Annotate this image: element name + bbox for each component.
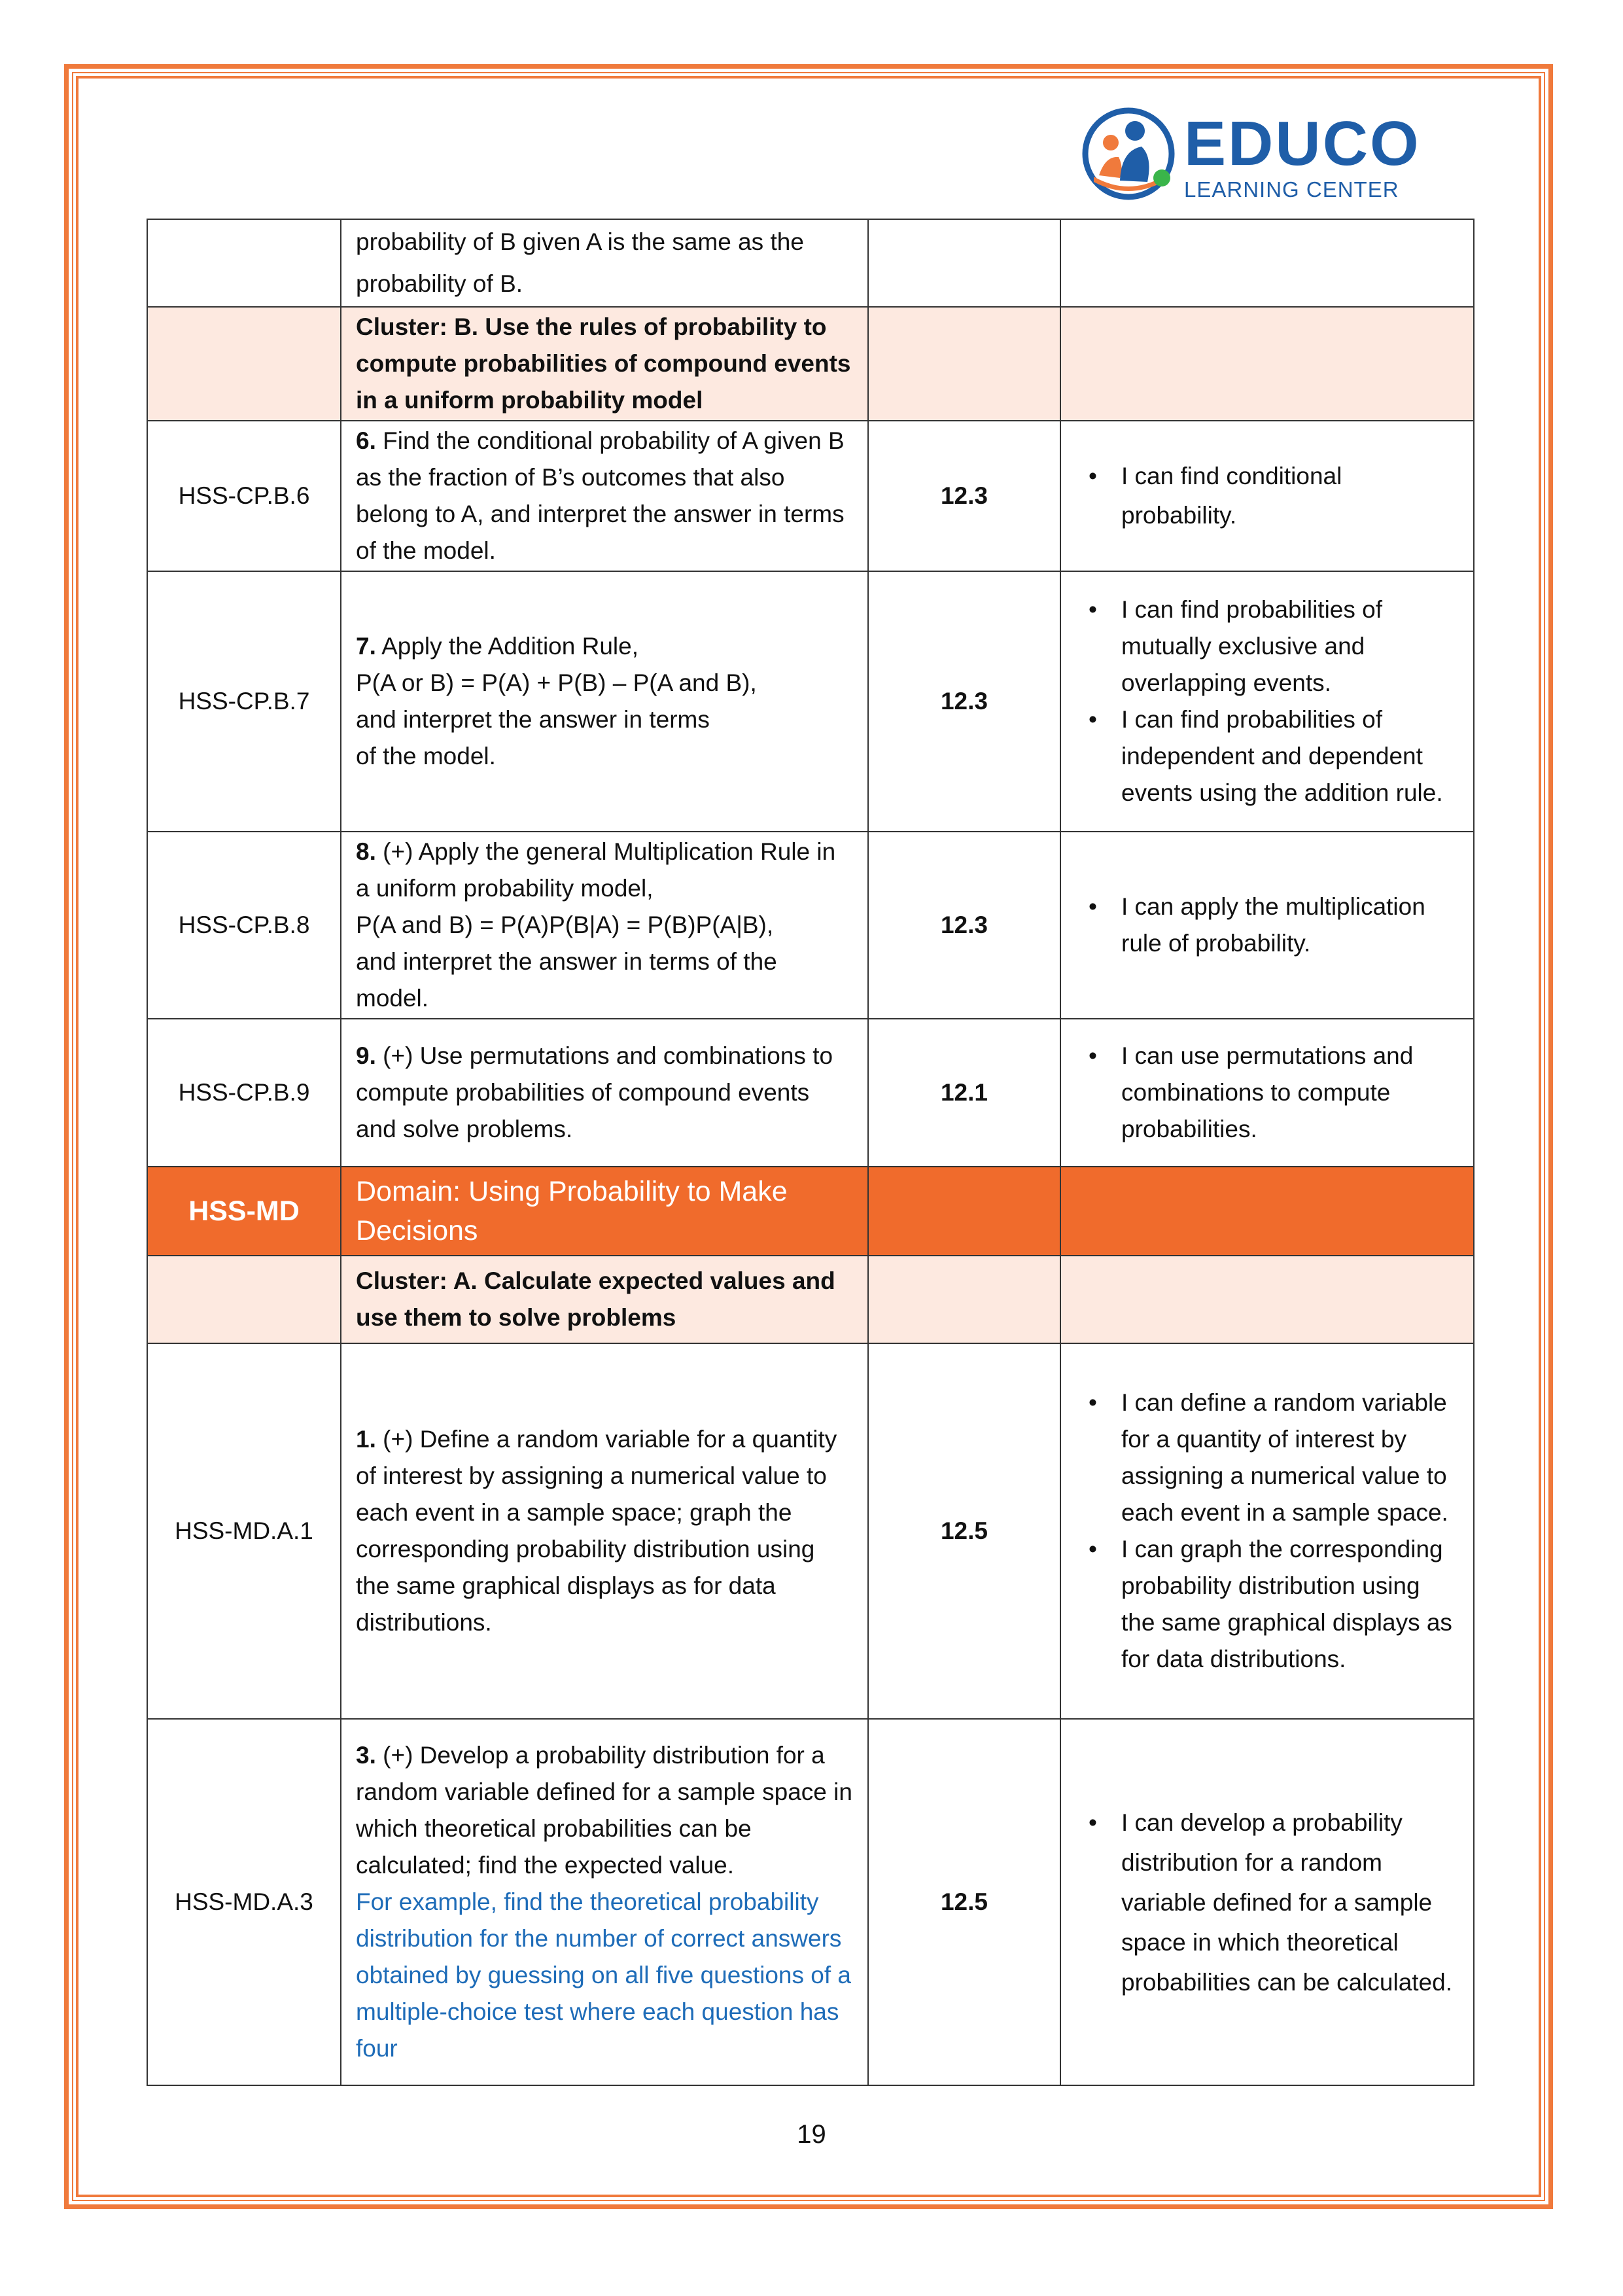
target-item: • I can find conditional probability.	[1121, 457, 1459, 535]
standard-number: 3.	[356, 1742, 376, 1769]
standard-text: probability of B given A is the same as the probability of B.	[356, 228, 804, 297]
logo-title: EDUCO	[1184, 109, 1421, 179]
target-item: • I can graph the corresponding probability distribution using the same graphical displays as for data distributions.	[1121, 1531, 1459, 1678]
standard-line	[356, 834, 853, 907]
targets-cell	[1060, 1343, 1474, 1719]
logo-emblem-icon	[1079, 105, 1178, 203]
target-item: • I can find probabilities of mutually exclusive and overlapping events.	[1121, 592, 1459, 701]
standards-table	[147, 219, 1475, 2086]
target-item: • I can define a random variable for a quantity of interest by assigning a numerical value to each event in a sample space.	[1121, 1385, 1459, 1531]
targets-list	[1075, 1803, 1459, 2002]
lesson-number: 12.3	[868, 421, 1060, 571]
standard-cell	[341, 1019, 868, 1167]
lesson-number: 12.3	[868, 571, 1060, 832]
domain-row	[147, 1167, 1474, 1256]
cluster-targets-cell	[1060, 1256, 1474, 1343]
standard-text: Find the conditional probability of A given B as the fraction of B’s outcomes that also belong to A, and interpret the answer in terms of the model.	[356, 427, 845, 564]
standard-cell	[341, 571, 868, 832]
lesson-number: 12.3	[868, 832, 1060, 1019]
code-cell	[147, 219, 341, 307]
table-row	[147, 1343, 1474, 1719]
standard-line: P(A and B) = P(A)P(B|A) = P(B)P(A|B),	[356, 911, 774, 938]
cluster-lesson-cell	[868, 1256, 1060, 1343]
table-row	[147, 1019, 1474, 1167]
lesson-number: 12.5	[868, 1719, 1060, 2085]
standard-cell	[341, 421, 868, 571]
standard-number: 9.	[356, 1042, 376, 1069]
cluster-code-cell	[147, 307, 341, 421]
targets-cell	[1060, 1719, 1474, 2085]
standard-text: (+) Define a random variable for a quantity of interest by assigning a numerical value to each event in a sample space; graph the corresponding probability distribution using the same graphical displays as for data distributions.	[356, 1426, 837, 1636]
standard-code: HSS-CP.B.8	[147, 832, 341, 1019]
standard-cell	[341, 1343, 868, 1719]
cluster-row	[147, 1256, 1474, 1343]
lesson-number: 12.5	[868, 1343, 1060, 1719]
target-item: • I can use permutations and combinations to compute probabilities.	[1121, 1038, 1459, 1148]
standard-number: 7.	[356, 633, 376, 660]
targets-list	[1075, 457, 1459, 535]
cluster-row	[147, 307, 1474, 421]
cluster-label: Cluster: B. Use the rules of probability to compute probabilities of compound events in a uniform probability model	[341, 307, 868, 421]
targets-cell	[1060, 219, 1474, 307]
cluster-targets-cell	[1060, 307, 1474, 421]
target-item: • I can develop a probability distribution for a random variable defined for a sample space in which theoretical probabilities can be calculated.	[1121, 1803, 1459, 2002]
standard-line: of the model.	[356, 743, 496, 769]
standard-line: and interpret the answer in terms of the model.	[356, 948, 777, 1012]
standard-code: HSS-CP.B.9	[147, 1019, 341, 1167]
targets-list	[1075, 1385, 1459, 1678]
standard-cell	[341, 832, 868, 1019]
example-text: For example, find the theoretical probability distribution for the number of correct answers obtained by guessing on all five questions of a multiple-choice test where each question has four	[356, 1888, 851, 2062]
table-row	[147, 571, 1474, 832]
domain-code: HSS-MD	[147, 1167, 341, 1256]
standard-code: HSS-CP.B.6	[147, 421, 341, 571]
educo-logo	[1079, 105, 1420, 203]
domain-lesson-cell	[868, 1167, 1060, 1256]
table-row	[147, 421, 1474, 571]
targets-cell	[1060, 571, 1474, 832]
target-item: • I can find probabilities of independent and dependent events using the addition rule.	[1121, 701, 1459, 811]
standard-number: 6.	[356, 427, 376, 454]
cluster-label: Cluster: A. Calculate expected values and use them to solve problems	[341, 1256, 868, 1343]
standard-text: (+) Use permutations and combinations to compute probabilities of compound events and solve problems.	[356, 1042, 833, 1142]
table-row	[147, 1719, 1474, 2085]
target-item: • I can apply the multiplication rule of probability.	[1121, 889, 1459, 962]
domain-label: Domain: Using Probability to Make Decisions	[341, 1167, 868, 1256]
standard-line: and interpret the answer in terms	[356, 706, 710, 733]
standard-code: HSS-MD.A.1	[147, 1343, 341, 1719]
table-row	[147, 219, 1474, 307]
targets-list	[1075, 889, 1459, 962]
standard-code: HSS-CP.B.7	[147, 571, 341, 832]
standard-cell	[341, 1719, 868, 2085]
targets-list	[1075, 592, 1459, 811]
page-number: 19	[797, 2120, 826, 2149]
cluster-code-cell	[147, 1256, 341, 1343]
standard-text: (+) Apply the general Multiplication Rule in a uniform probability model,	[356, 838, 836, 902]
standard-text: (+) Develop a probability distribution for a random variable defined for a sample space in which theoretical probabilities can be calculated; find the expected value.	[356, 1742, 852, 1879]
table-row	[147, 832, 1474, 1019]
standard-line: P(A or B) = P(A) + P(B) – P(A and B),	[356, 669, 757, 696]
lesson-number: 12.1	[868, 1019, 1060, 1167]
standard-code: HSS-MD.A.3	[147, 1719, 341, 2085]
cluster-lesson-cell	[868, 307, 1060, 421]
standard-number: 1.	[356, 1426, 376, 1453]
standard-line	[356, 628, 853, 665]
standard-cell	[341, 219, 868, 307]
targets-cell	[1060, 832, 1474, 1019]
logo-subtitle: LEARNING CENTER	[1184, 177, 1399, 202]
domain-targets-cell	[1060, 1167, 1474, 1256]
lesson-cell	[868, 219, 1060, 307]
standard-number: 8.	[356, 838, 376, 865]
targets-cell	[1060, 421, 1474, 571]
targets-cell	[1060, 1019, 1474, 1167]
targets-list	[1075, 1038, 1459, 1148]
standard-paragraph	[356, 1737, 853, 1884]
standard-text: Apply the Addition Rule,	[375, 633, 638, 660]
